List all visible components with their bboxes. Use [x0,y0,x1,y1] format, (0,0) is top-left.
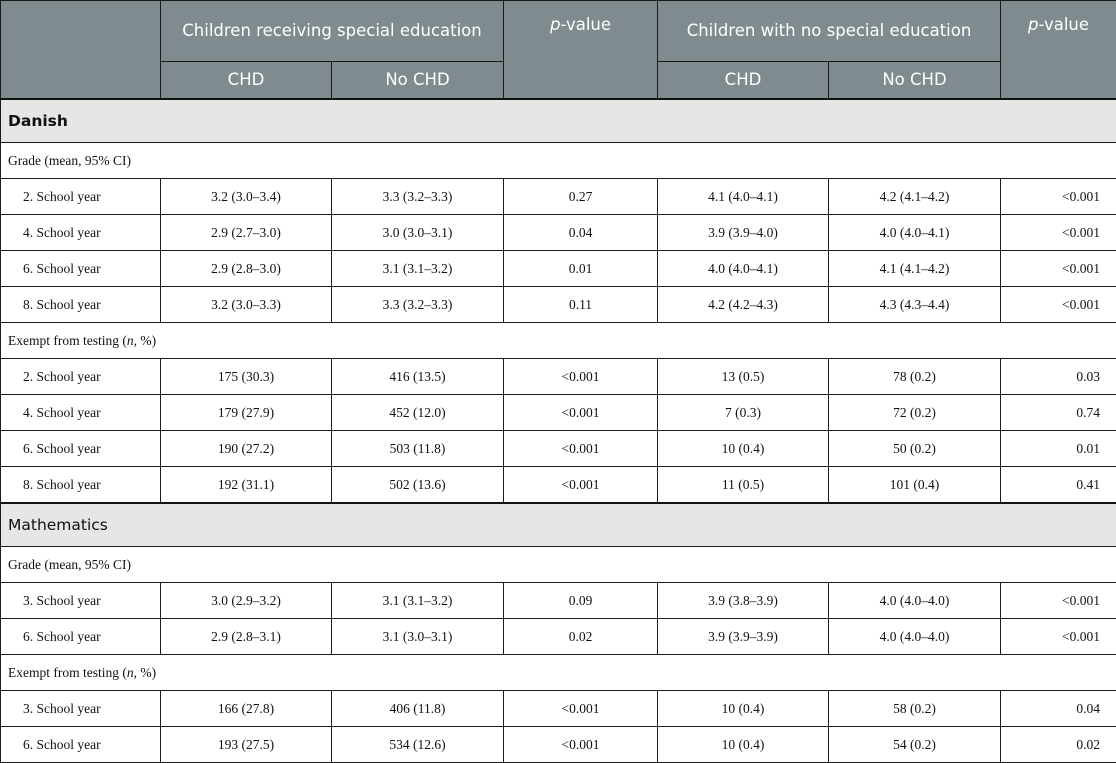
cell-nse-no-chd: 50 (0.2) [829,431,1001,467]
cell-nse-no-chd: 4.1 (4.1–4.2) [829,251,1001,287]
row-label: 6. School year [1,431,161,467]
cell-p-value-2: <0.001 [1001,251,1116,287]
header-no-chd-2: No CHD [829,62,1001,100]
header-p-suffix: -value [560,15,611,34]
header-p-value-1 [504,1,658,100]
table-row [1,359,1116,395]
cell-p-value-2: 0.02 [1001,727,1116,763]
cell-se-chd: 190 (27.2) [161,431,332,467]
header-chd-2: CHD [658,62,829,100]
cell-nse-no-chd: 54 (0.2) [829,727,1001,763]
cell-nse-chd: 4.2 (4.2–4.3) [658,287,829,323]
cell-p-value-2: 0.74 [1001,395,1116,431]
cell-p-value-2: <0.001 [1001,619,1116,655]
row-label: 6. School year [1,619,161,655]
cell-se-no-chd: 3.0 (3.0–3.1) [332,215,504,251]
subsection-row [1,323,1116,359]
cell-se-chd: 2.9 (2.8–3.0) [161,251,332,287]
cell-se-chd: 179 (27.9) [161,395,332,431]
cell-nse-no-chd: 101 (0.4) [829,467,1001,504]
table-row [1,395,1116,431]
table-row [1,287,1116,323]
table-row [1,583,1116,619]
section-row [1,503,1116,547]
cell-p-value-2: <0.001 [1001,179,1116,215]
cell-nse-no-chd: 4.2 (4.1–4.2) [829,179,1001,215]
header-blank-cell [1,1,161,100]
subsection-title-part: Grade (mean, 95% CI) [8,557,131,572]
cell-nse-no-chd: 4.0 (4.0–4.0) [829,583,1001,619]
cell-se-chd: 3.2 (3.0–3.4) [161,179,332,215]
cell-se-no-chd: 3.1 (3.1–3.2) [332,251,504,287]
cell-nse-no-chd: 78 (0.2) [829,359,1001,395]
table-row [1,431,1116,467]
cell-p-value-1: 0.27 [504,179,658,215]
header-p-italic: p [1028,15,1038,34]
cell-nse-chd: 3.9 (3.8–3.9) [658,583,829,619]
cell-p-value-1: 0.01 [504,251,658,287]
cell-se-no-chd: 3.3 (3.2–3.3) [332,287,504,323]
subsection-title-part: Exempt from testing ( [8,665,127,680]
cell-nse-chd: 11 (0.5) [658,467,829,504]
cell-p-value-1: 0.02 [504,619,658,655]
cell-p-value-2: <0.001 [1001,583,1116,619]
cell-p-value-2: 0.04 [1001,691,1116,727]
table-row [1,215,1116,251]
table-row [1,467,1116,504]
cell-se-chd: 193 (27.5) [161,727,332,763]
subsection-row [1,143,1116,179]
cell-nse-chd: 4.0 (4.0–4.1) [658,251,829,287]
cell-nse-chd: 4.1 (4.0–4.1) [658,179,829,215]
header-p-value-2 [1001,1,1116,100]
header-no-chd-1: No CHD [332,62,504,100]
cell-p-value-1: <0.001 [504,727,658,763]
header-chd-1: CHD [161,62,332,100]
cell-se-no-chd: 406 (11.8) [332,691,504,727]
table-row [1,179,1116,215]
cell-se-chd: 2.9 (2.8–3.1) [161,619,332,655]
cell-se-chd: 2.9 (2.7–3.0) [161,215,332,251]
cell-nse-chd: 3.9 (3.9–4.0) [658,215,829,251]
cell-se-no-chd: 3.1 (3.0–3.1) [332,619,504,655]
section-title: Danish [1,99,1116,143]
cell-nse-chd: 7 (0.3) [658,395,829,431]
cell-nse-chd: 10 (0.4) [658,691,829,727]
cell-nse-no-chd: 58 (0.2) [829,691,1001,727]
cell-nse-no-chd: 4.3 (4.3–4.4) [829,287,1001,323]
section-row [1,99,1116,143]
cell-p-value-1: <0.001 [504,395,658,431]
header-p-italic: p [550,15,560,34]
cell-se-no-chd: 452 (12.0) [332,395,504,431]
cell-se-chd: 175 (30.3) [161,359,332,395]
table-row [1,727,1116,763]
row-label: 2. School year [1,359,161,395]
cell-p-value-1: 0.11 [504,287,658,323]
cell-se-chd: 3.2 (3.0–3.3) [161,287,332,323]
cell-p-value-2: 0.03 [1001,359,1116,395]
cell-p-value-2: <0.001 [1001,215,1116,251]
cell-se-no-chd: 534 (12.6) [332,727,504,763]
cell-nse-chd: 10 (0.4) [658,431,829,467]
section-title: Mathematics [1,503,1116,547]
cell-se-chd: 192 (31.1) [161,467,332,504]
subsection-title-part: Grade (mean, 95% CI) [8,153,131,168]
row-label: 6. School year [1,727,161,763]
subsection-row [1,547,1116,583]
subsection-title-part: , %) [134,665,157,680]
cell-p-value-1: <0.001 [504,691,658,727]
cell-se-no-chd: 3.3 (3.2–3.3) [332,179,504,215]
subsection-title [1,143,1116,179]
row-label: 8. School year [1,287,161,323]
row-label: 3. School year [1,583,161,619]
subsection-title-part: Exempt from testing ( [8,333,127,348]
header-p-suffix: -value [1038,15,1089,34]
row-label: 2. School year [1,179,161,215]
cell-p-value-1: 0.04 [504,215,658,251]
cell-p-value-1: 0.09 [504,583,658,619]
table-row [1,691,1116,727]
cell-p-value-2: 0.41 [1001,467,1116,504]
subsection-title [1,547,1116,583]
subsection-title-part: , %) [134,333,157,348]
cell-se-no-chd: 3.1 (3.1–3.2) [332,583,504,619]
subsection-title-part: n [127,665,134,680]
header-no-special-education: Children with no special education [658,1,1001,62]
table-row [1,251,1116,287]
cell-se-no-chd: 502 (13.6) [332,467,504,504]
subsection-title [1,323,1116,359]
cell-se-no-chd: 416 (13.5) [332,359,504,395]
row-label: 4. School year [1,395,161,431]
row-label: 8. School year [1,467,161,504]
cell-p-value-2: <0.001 [1001,287,1116,323]
row-label: 4. School year [1,215,161,251]
table-header [1,1,1116,100]
cell-se-chd: 166 (27.8) [161,691,332,727]
subsection-title-part: n [127,333,134,348]
cell-p-value-1: <0.001 [504,467,658,504]
table-row [1,619,1116,655]
cell-nse-chd: 10 (0.4) [658,727,829,763]
row-label: 6. School year [1,251,161,287]
row-label: 3. School year [1,691,161,727]
subsection-title [1,655,1116,691]
cell-se-no-chd: 503 (11.8) [332,431,504,467]
cell-nse-no-chd: 4.0 (4.0–4.0) [829,619,1001,655]
cell-nse-chd: 13 (0.5) [658,359,829,395]
cell-nse-no-chd: 72 (0.2) [829,395,1001,431]
cell-p-value-1: <0.001 [504,431,658,467]
cell-p-value-2: 0.01 [1001,431,1116,467]
cell-p-value-1: <0.001 [504,359,658,395]
table-body [1,99,1116,763]
subsection-row [1,655,1116,691]
cell-nse-chd: 3.9 (3.9–3.9) [658,619,829,655]
header-special-education: Children receiving special education [161,1,504,62]
cell-nse-no-chd: 4.0 (4.0–4.1) [829,215,1001,251]
cell-se-chd: 3.0 (2.9–3.2) [161,583,332,619]
